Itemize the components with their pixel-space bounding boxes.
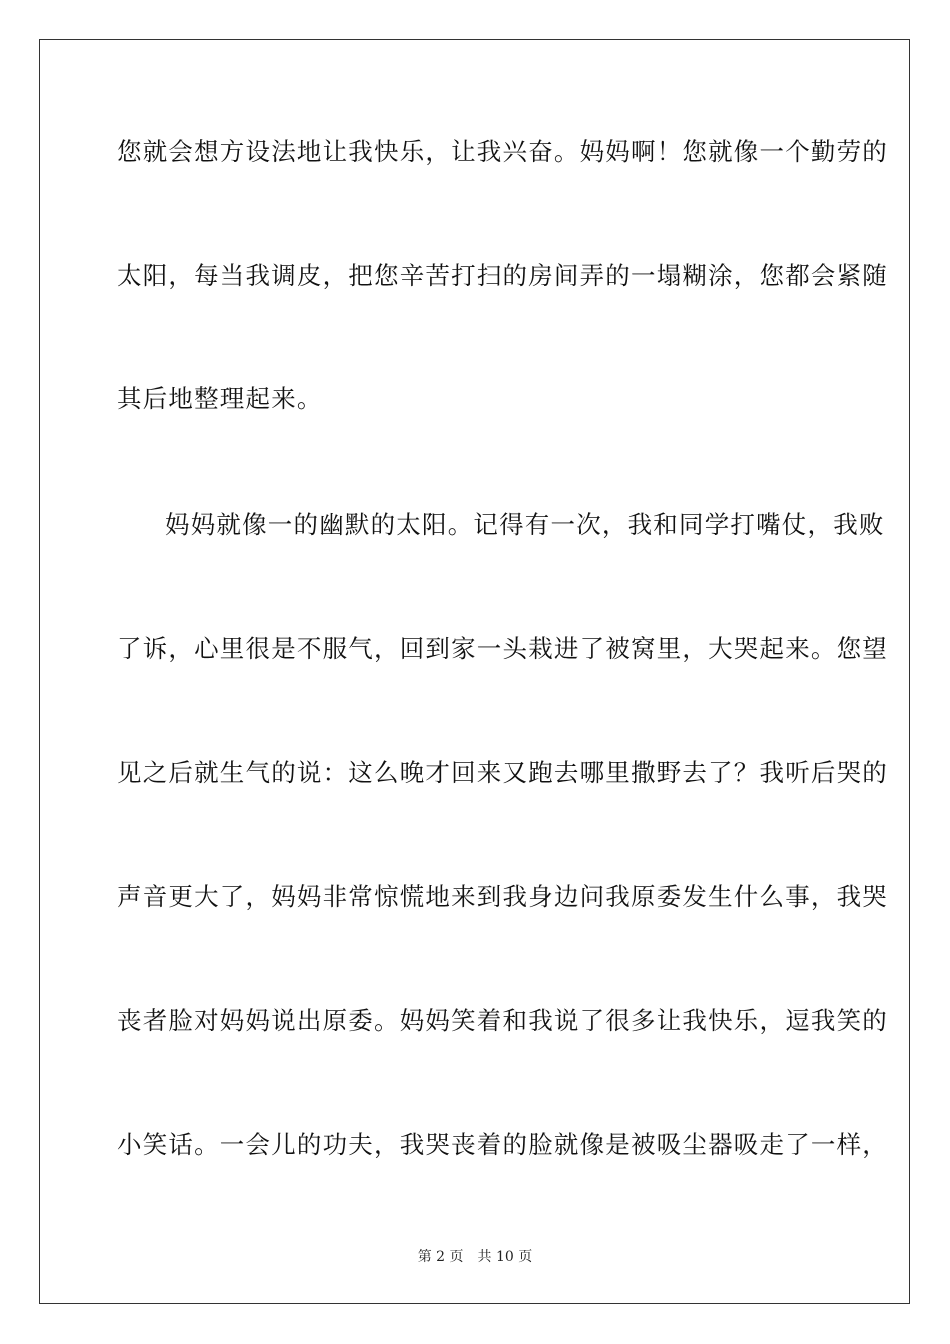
text-line-3: 其后地整理起来。 — [117, 384, 323, 413]
page-number-footer: 第 2 页 共 10 页 — [417, 1249, 533, 1265]
text-line-8: 丧者脸对妈妈说出原委。妈妈笑着和我说了很多让我快乐，逗我笑的 — [117, 1006, 888, 1035]
text-line-6: 见之后就生气的说：这么晚才回来又跑去哪里撒野去了？我听后哭的 — [117, 758, 888, 787]
text-line-1: 您就会想方设法地让我快乐，让我兴奋。妈妈啊！您就像一个勤劳的 — [117, 137, 888, 166]
page-border — [39, 39, 910, 1304]
text-line-7: 声音更大了，妈妈非常惊慌地来到我身边问我原委发生什么事，我哭 — [117, 882, 888, 911]
text-line-2: 太阳，每当我调皮，把您辛苦打扫的房间弄的一塌糊涂，您都会紧随 — [117, 261, 888, 290]
text-line-4: 妈妈就像一的幽默的太阳。记得有一次，我和同学打嘴仗，我败 — [165, 510, 885, 539]
text-line-5: 了诉，心里很是不服气，回到家一头栽进了被窝里，大哭起来。您望 — [117, 634, 888, 663]
text-line-9: 小笑话。一会儿的功夫，我哭丧着的脸就像是被吸尘器吸走了一样， — [117, 1130, 888, 1159]
